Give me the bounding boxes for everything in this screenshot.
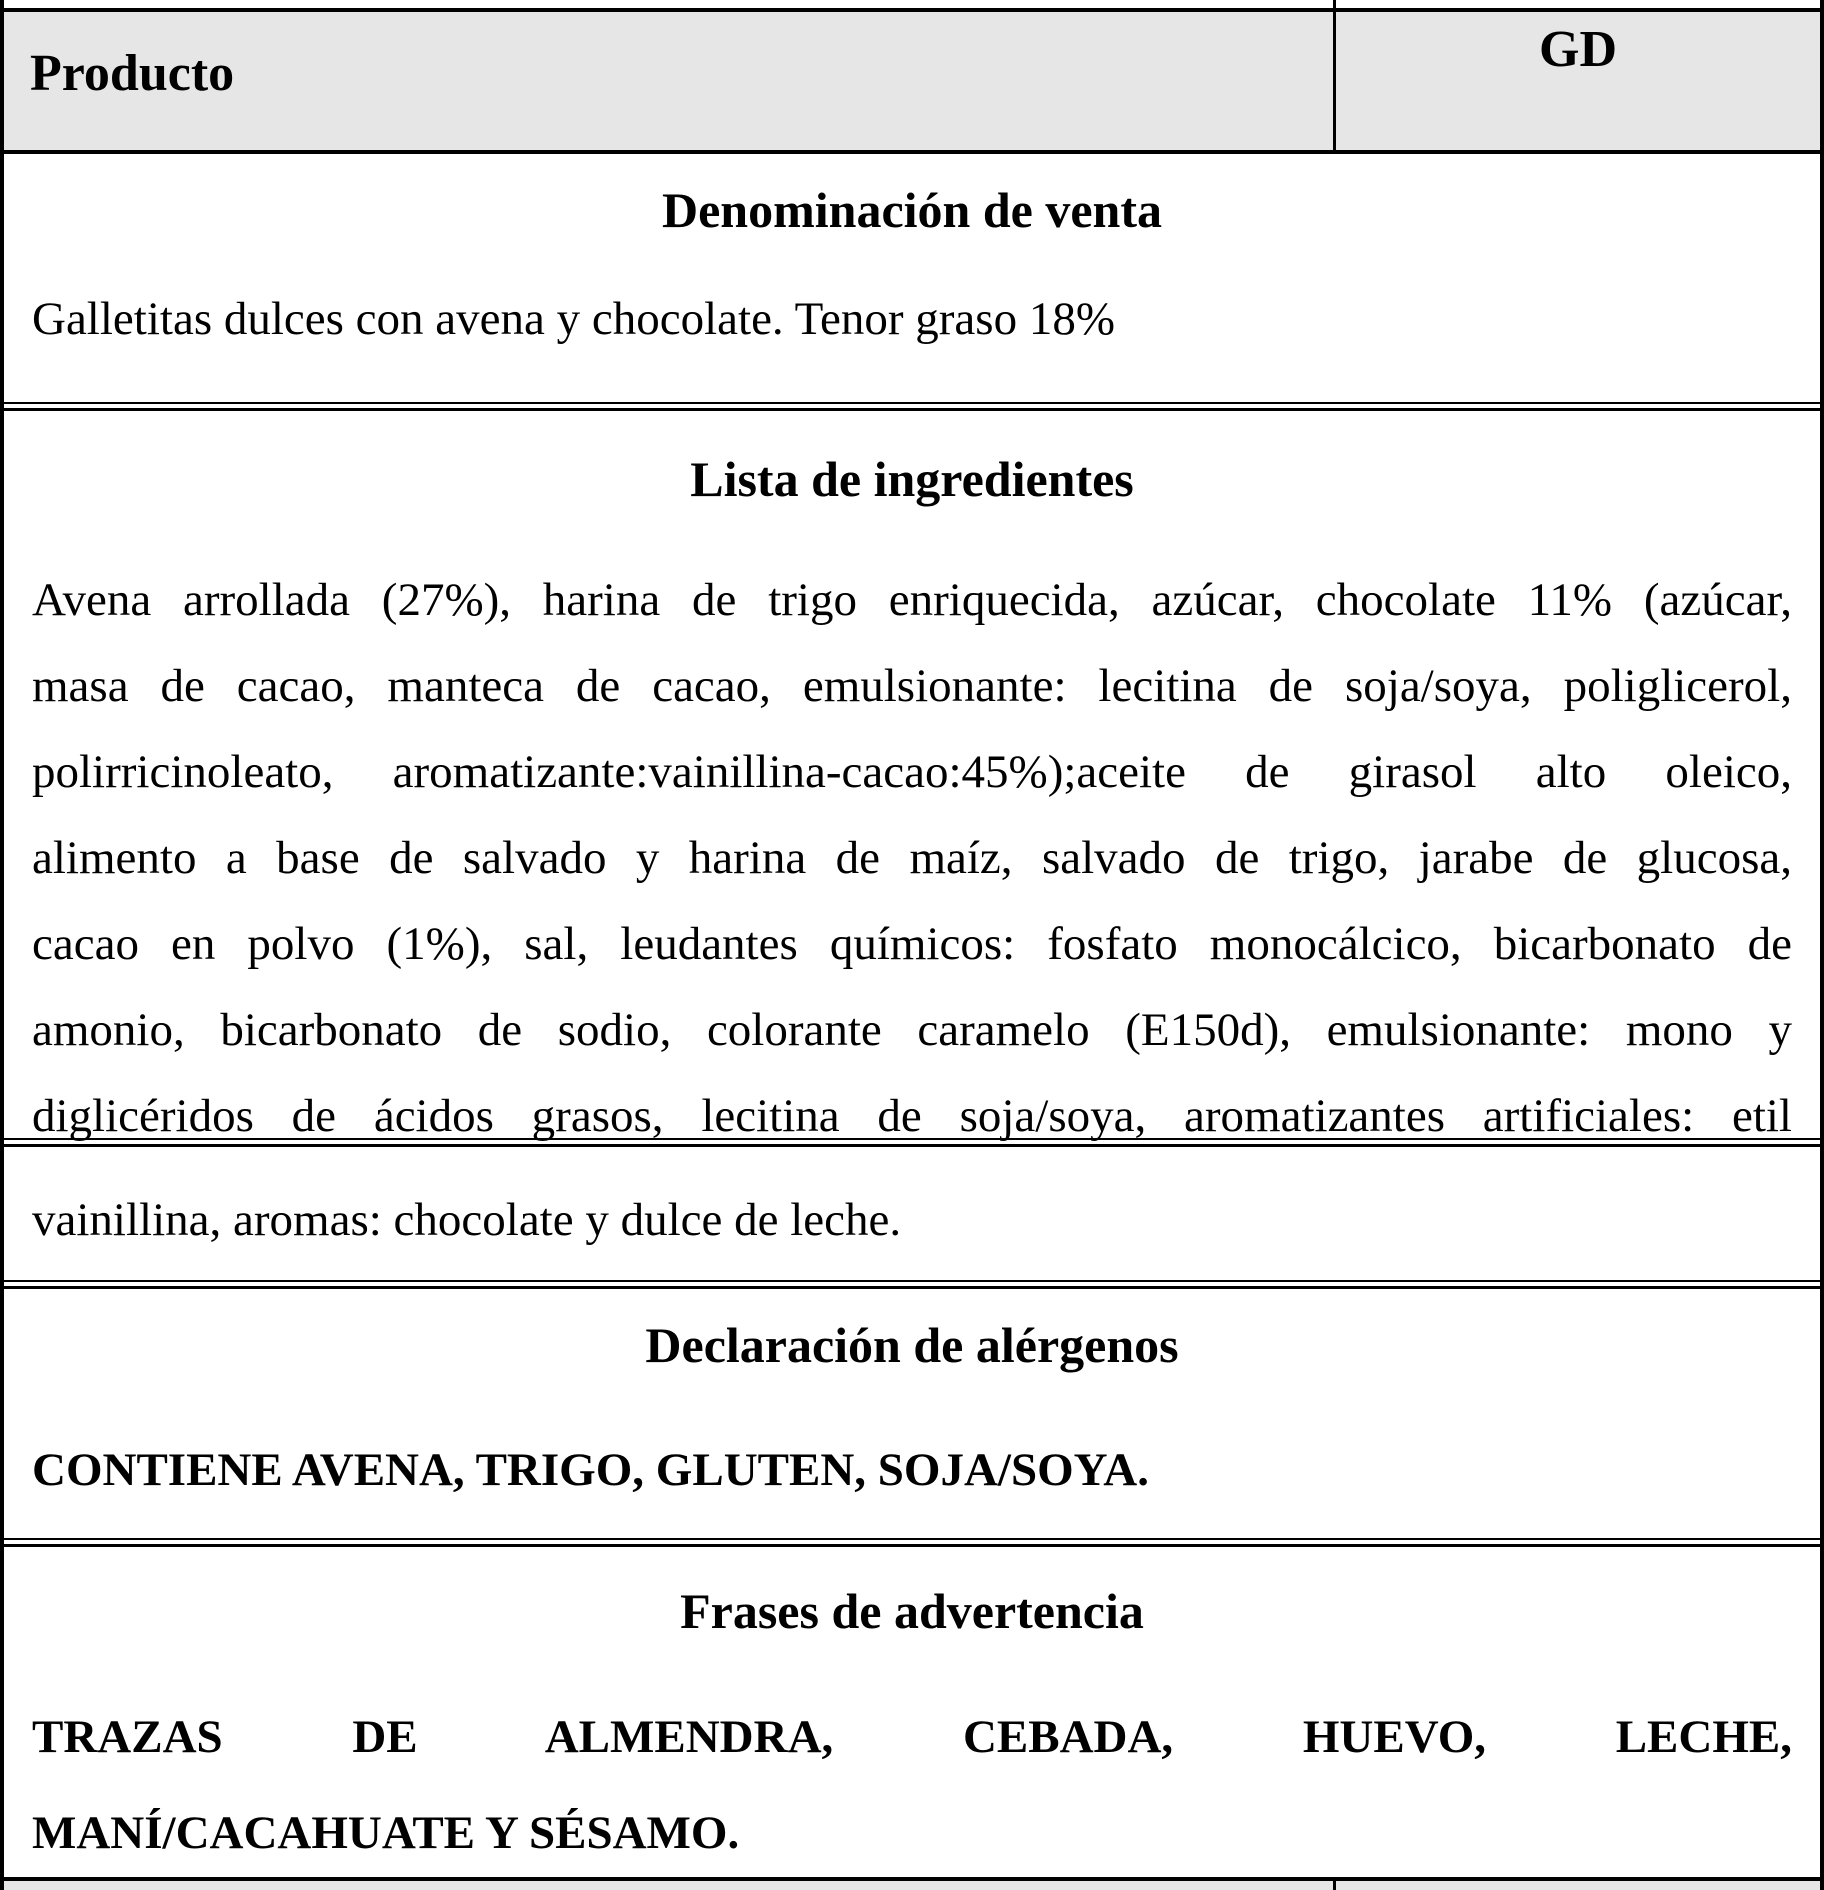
ingredients-continuation-section: [4, 1147, 1820, 1280]
ingredients-text-line: masa de cacao, manteca de cacao, emulsionante: lecitina de soja/soya, poliglicerol,: [32, 660, 1792, 712]
row-border-double: [4, 402, 1820, 411]
warnings-title: Frases de advertencia: [680, 1583, 1144, 1639]
row-border-double: [4, 1280, 1820, 1289]
table-fragment-bottom: [4, 1881, 1820, 1890]
gd-code-label: GD: [1539, 21, 1617, 78]
product-cell: [4, 12, 1333, 150]
table-fragment-top: [4, 0, 1820, 8]
warnings-line: TRAZAS DE ALMENDRA, CEBADA, HUEVO, LECHE,: [32, 1711, 1792, 1763]
warnings-line: MANÍ/CACAHUATE Y SÉSAMO.: [32, 1807, 740, 1859]
ingredients-paragraph: [4, 557, 1820, 1159]
denomination-section: [4, 154, 1820, 402]
allergens-title: Declaración de alérgenos: [645, 1317, 1179, 1373]
ingredients-text-line: diglicéridos de ácidos grasos, lecitina de soja/soya, aromatizantes artificiales: etil: [32, 1090, 1792, 1142]
ingredients-text-line: Avena arrollada (27%), harina de trigo enriquecida, azúcar, chocolate 11% (azúcar,: [32, 574, 1792, 626]
warnings-section: [4, 1547, 1820, 1877]
denomination-title: Denominación de venta: [662, 182, 1162, 238]
ingredients-text-line: cacao en polvo (1%), sal, leudantes químicos: fosfato monocálcico, bicarbonato de: [32, 918, 1792, 970]
product-label: Producto: [30, 45, 235, 102]
denomination-value: Galletitas dulces con avena y chocolate. Tenor graso 18%: [32, 293, 1115, 345]
fragment-bottom-left-cell: [4, 1881, 1333, 1890]
fragment-top-right-cell: [1333, 0, 1820, 8]
fragment-bottom-right-cell: [1333, 1881, 1820, 1890]
fragment-top-left-cell: [4, 0, 1333, 8]
warnings-paragraph: [4, 1689, 1820, 1881]
ingredients-text-line: alimento a base de salvado y harina de maíz, salvado de trigo, jarabe de glucosa,: [32, 832, 1792, 884]
ingredients-title: Lista de ingredientes: [690, 451, 1134, 507]
gd-cell: [1333, 12, 1820, 150]
allergens-statement: CONTIENE AVENA, TRIGO, GLUTEN, SOJA/SOYA.: [32, 1444, 1149, 1496]
allergens-section: [4, 1289, 1820, 1538]
ingredients-section: [4, 411, 1820, 1142]
ingredients-text-line: polirricinoleato, aromatizante:vainillina-cacao:45%);aceite de girasol alto oleico,: [32, 746, 1792, 798]
ingredients-continuation: vainillina, aromas: chocolate y dulce de leche.: [32, 1194, 902, 1246]
row-border-double: [4, 1538, 1820, 1547]
ingredients-text-line: amonio, bicarbonato de sodio, colorante caramelo (E150d), emulsionante: mono y: [32, 1004, 1792, 1056]
product-header-row: [4, 12, 1820, 150]
